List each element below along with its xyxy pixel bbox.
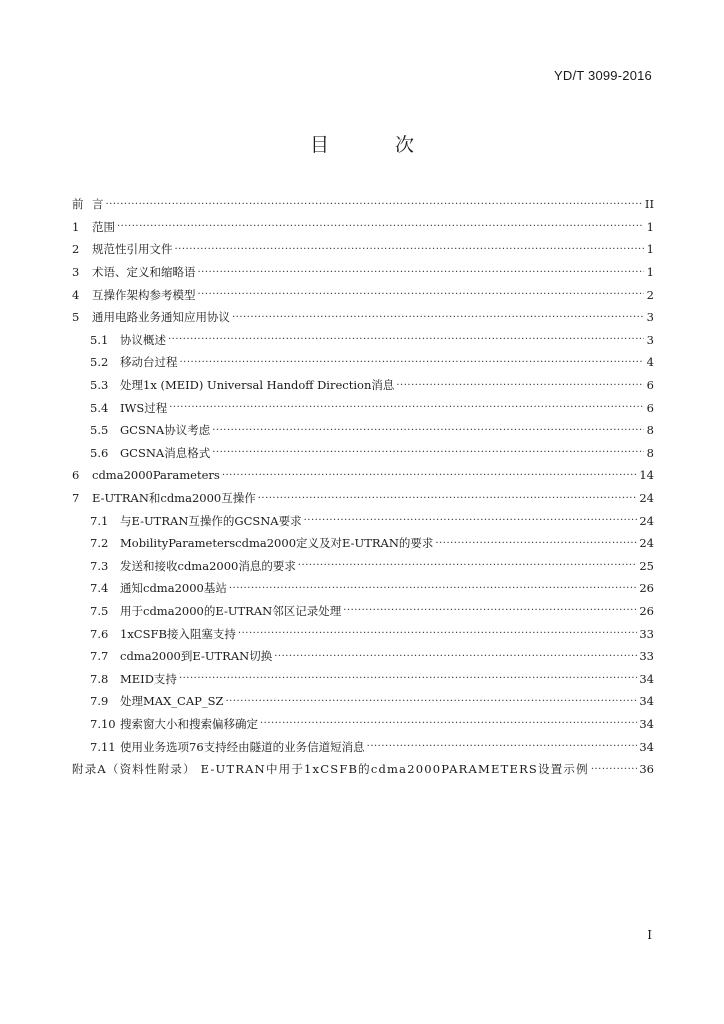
toc-entry-number: 7 bbox=[72, 491, 80, 506]
toc-entry-number: 7.6 bbox=[90, 626, 109, 641]
toc-entry-number: 7.4 bbox=[90, 581, 109, 596]
toc-entry-page: 24 bbox=[639, 513, 654, 528]
toc-entry-number: 7.2 bbox=[90, 536, 109, 551]
toc-entry[interactable] bbox=[72, 487, 654, 510]
toc-entry-label: GCSNA消息格式 bbox=[120, 445, 211, 460]
toc-leader-dots bbox=[229, 583, 638, 594]
toc-entry-label: 1xCSFB接入阻塞支持 bbox=[120, 626, 236, 641]
toc-entry[interactable] bbox=[72, 419, 654, 442]
toc-entry-page: II bbox=[644, 197, 654, 212]
toc-entry[interactable] bbox=[72, 306, 654, 329]
toc-leader-dots bbox=[225, 696, 637, 707]
toc-leader-dots bbox=[117, 221, 644, 232]
toc-entry-page: 4 bbox=[646, 355, 654, 370]
toc-entry-number: 前 bbox=[72, 197, 84, 212]
toc-entry-label: 互操作架构参考模型 bbox=[92, 287, 196, 302]
toc-leader-dots bbox=[274, 651, 637, 662]
toc-entry-number: 7.10 bbox=[90, 716, 116, 731]
toc-entry-number: 4 bbox=[72, 287, 80, 302]
toc-leader-dots bbox=[180, 357, 645, 368]
toc-entry-page: 26 bbox=[639, 581, 654, 596]
toc-entry[interactable] bbox=[72, 216, 654, 239]
toc-entry-page: 24 bbox=[639, 536, 654, 551]
toc-leader-dots bbox=[260, 718, 637, 729]
toc-entry-number: 3 bbox=[72, 265, 80, 280]
toc-entry-page: 8 bbox=[646, 423, 654, 438]
toc-entry-number: 7.7 bbox=[90, 649, 109, 664]
toc-entry-label: E-UTRAN和cdma2000互操作 bbox=[92, 491, 256, 506]
toc-entry-number: 7.3 bbox=[90, 558, 109, 573]
toc-entry-label: 搜索窗大小和搜索偏移确定 bbox=[120, 716, 258, 731]
toc-entry[interactable] bbox=[72, 351, 654, 374]
toc-leader-dots bbox=[169, 402, 644, 413]
toc-leader-dots bbox=[591, 764, 638, 775]
toc-entry[interactable] bbox=[72, 509, 654, 532]
toc-entry[interactable] bbox=[72, 374, 654, 397]
toc-entry[interactable] bbox=[72, 238, 654, 261]
toc-entry-page: 24 bbox=[639, 491, 654, 506]
toc-entry[interactable] bbox=[72, 261, 654, 284]
toc-entry-number: 5.3 bbox=[90, 378, 109, 393]
toc-entry-page: 36 bbox=[639, 762, 654, 777]
footer-page-number: I bbox=[647, 928, 652, 942]
toc-entry-number: 5.6 bbox=[90, 445, 109, 460]
toc-entry[interactable] bbox=[72, 532, 654, 555]
toc-entry[interactable] bbox=[72, 396, 654, 419]
toc-entry-page: 34 bbox=[639, 739, 654, 754]
toc-entry[interactable] bbox=[72, 193, 654, 216]
toc-leader-dots bbox=[435, 538, 637, 549]
toc-leader-dots bbox=[343, 605, 637, 616]
toc-entry-label: MEID支持 bbox=[120, 671, 177, 686]
toc-entry-label: 使用业务选项76支持经由隧道的业务信道短消息 bbox=[120, 739, 365, 754]
toc-leader-dots bbox=[222, 470, 638, 481]
toc-entry-label: cdma2000到E-UTRAN切换 bbox=[120, 649, 273, 664]
toc-entry-label: 通知cdma2000基站 bbox=[120, 581, 227, 596]
toc-entry-label: MobilityParameterscdma2000定义及对E-UTRAN的要求 bbox=[120, 536, 434, 551]
toc-entry[interactable] bbox=[72, 667, 654, 690]
toc-entry-page: 14 bbox=[639, 468, 654, 483]
toc-entry-label: 发送和接收cdma2000消息的要求 bbox=[120, 558, 296, 573]
toc-entry-number: 5.4 bbox=[90, 400, 109, 415]
toc-entry-label: 处理MAX_CAP_SZ bbox=[120, 694, 224, 709]
toc-entry-label: 通用电路业务通知应用协议 bbox=[92, 310, 230, 325]
toc-leader-dots bbox=[106, 199, 643, 210]
toc-entry-label: cdma2000Parameters bbox=[92, 468, 220, 483]
toc-entry-page: 25 bbox=[639, 558, 654, 573]
toc-entry-page: 1 bbox=[646, 242, 654, 257]
toc-entry-number: 1 bbox=[72, 219, 80, 234]
toc-entry-page: 33 bbox=[639, 626, 654, 641]
toc-leader-dots bbox=[175, 244, 645, 255]
toc-entry-page: 1 bbox=[646, 265, 654, 280]
toc-entry-page: 8 bbox=[646, 445, 654, 460]
toc-entry-number: 7.5 bbox=[90, 603, 109, 618]
toc-leader-dots bbox=[396, 380, 644, 391]
toc-leader-dots bbox=[238, 628, 637, 639]
toc-entry[interactable] bbox=[72, 329, 654, 352]
toc-leader-dots bbox=[304, 515, 638, 526]
toc-entry[interactable] bbox=[72, 758, 654, 781]
toc-leader-dots bbox=[168, 334, 644, 345]
toc-leader-dots bbox=[212, 425, 644, 436]
toc-entry[interactable] bbox=[72, 283, 654, 306]
toc-entry[interactable] bbox=[72, 645, 654, 668]
page-title: 目 次 bbox=[309, 134, 445, 156]
toc-entry-page: 6 bbox=[646, 378, 654, 393]
toc-entry-page: 34 bbox=[639, 694, 654, 709]
toc-entry-label: 与E-UTRAN互操作的GCSNA要求 bbox=[120, 513, 302, 528]
toc-entry-page: 3 bbox=[646, 332, 654, 347]
toc-entry-number: 6 bbox=[72, 468, 80, 483]
toc-entry-page: 1 bbox=[646, 219, 654, 234]
toc-entry[interactable] bbox=[72, 442, 654, 465]
toc-entry[interactable] bbox=[72, 577, 654, 600]
toc-entry-page: 2 bbox=[646, 287, 654, 302]
toc-entry-label: 规范性引用文件 bbox=[92, 242, 173, 257]
toc-entry[interactable] bbox=[72, 713, 654, 736]
toc-entry-label: 协议概述 bbox=[120, 332, 166, 347]
toc-entry-label: 附录A（资料性附录） E-UTRAN中用于1xCSFB的cdma2000PARAMETERS设置示例 bbox=[72, 762, 589, 777]
toc-entry-page: 3 bbox=[646, 310, 654, 325]
toc-entry-page: 33 bbox=[639, 649, 654, 664]
toc-entry-label: 术语、定义和缩略语 bbox=[92, 265, 196, 280]
toc-entry-number: 5.5 bbox=[90, 423, 109, 438]
toc-entry-page: 26 bbox=[639, 603, 654, 618]
toc-leader-dots bbox=[258, 493, 638, 504]
toc-entry-page: 34 bbox=[639, 716, 654, 731]
toc-entry[interactable] bbox=[72, 622, 654, 645]
toc-entry-number: 2 bbox=[72, 242, 80, 257]
toc-entry-label: GCSNA协议考虑 bbox=[120, 423, 211, 438]
toc-entry-number: 5 bbox=[72, 310, 80, 325]
toc-leader-dots bbox=[232, 312, 644, 323]
toc-leader-dots bbox=[198, 267, 645, 278]
toc-entry[interactable] bbox=[72, 690, 654, 713]
toc-entry[interactable] bbox=[72, 735, 654, 758]
standard-id: YD/T 3099-2016 bbox=[554, 68, 652, 83]
toc-entry-label: 处理1x (MEID) Universal Handoff Direction消息 bbox=[120, 378, 395, 393]
toc-leader-dots bbox=[212, 447, 644, 458]
toc-entry-label: 范围 bbox=[92, 219, 115, 234]
toc-entry-page: 34 bbox=[639, 671, 654, 686]
toc-entry-number: 7.8 bbox=[90, 671, 109, 686]
toc-leader-dots bbox=[298, 560, 638, 571]
toc-entry-number: 5.1 bbox=[90, 332, 109, 347]
toc-entry[interactable] bbox=[72, 555, 654, 578]
toc-leader-dots bbox=[179, 673, 637, 684]
toc-entry[interactable] bbox=[72, 600, 654, 623]
toc-entry-label: 言 bbox=[92, 197, 104, 212]
table-of-contents bbox=[72, 193, 654, 780]
toc-leader-dots bbox=[367, 741, 638, 752]
toc-entry-page: 6 bbox=[646, 400, 654, 415]
toc-leader-dots bbox=[198, 289, 645, 300]
toc-entry[interactable] bbox=[72, 464, 654, 487]
toc-entry-label: 移动台过程 bbox=[120, 355, 178, 370]
toc-entry-number: 7.9 bbox=[90, 694, 109, 709]
toc-entry-number: 5.2 bbox=[90, 355, 109, 370]
toc-entry-label: 用于cdma2000的E-UTRAN邻区记录处理 bbox=[120, 603, 342, 618]
toc-entry-number: 7.11 bbox=[90, 739, 116, 754]
toc-entry-number: 7.1 bbox=[90, 513, 109, 528]
toc-entry-label: IWS过程 bbox=[120, 400, 168, 415]
